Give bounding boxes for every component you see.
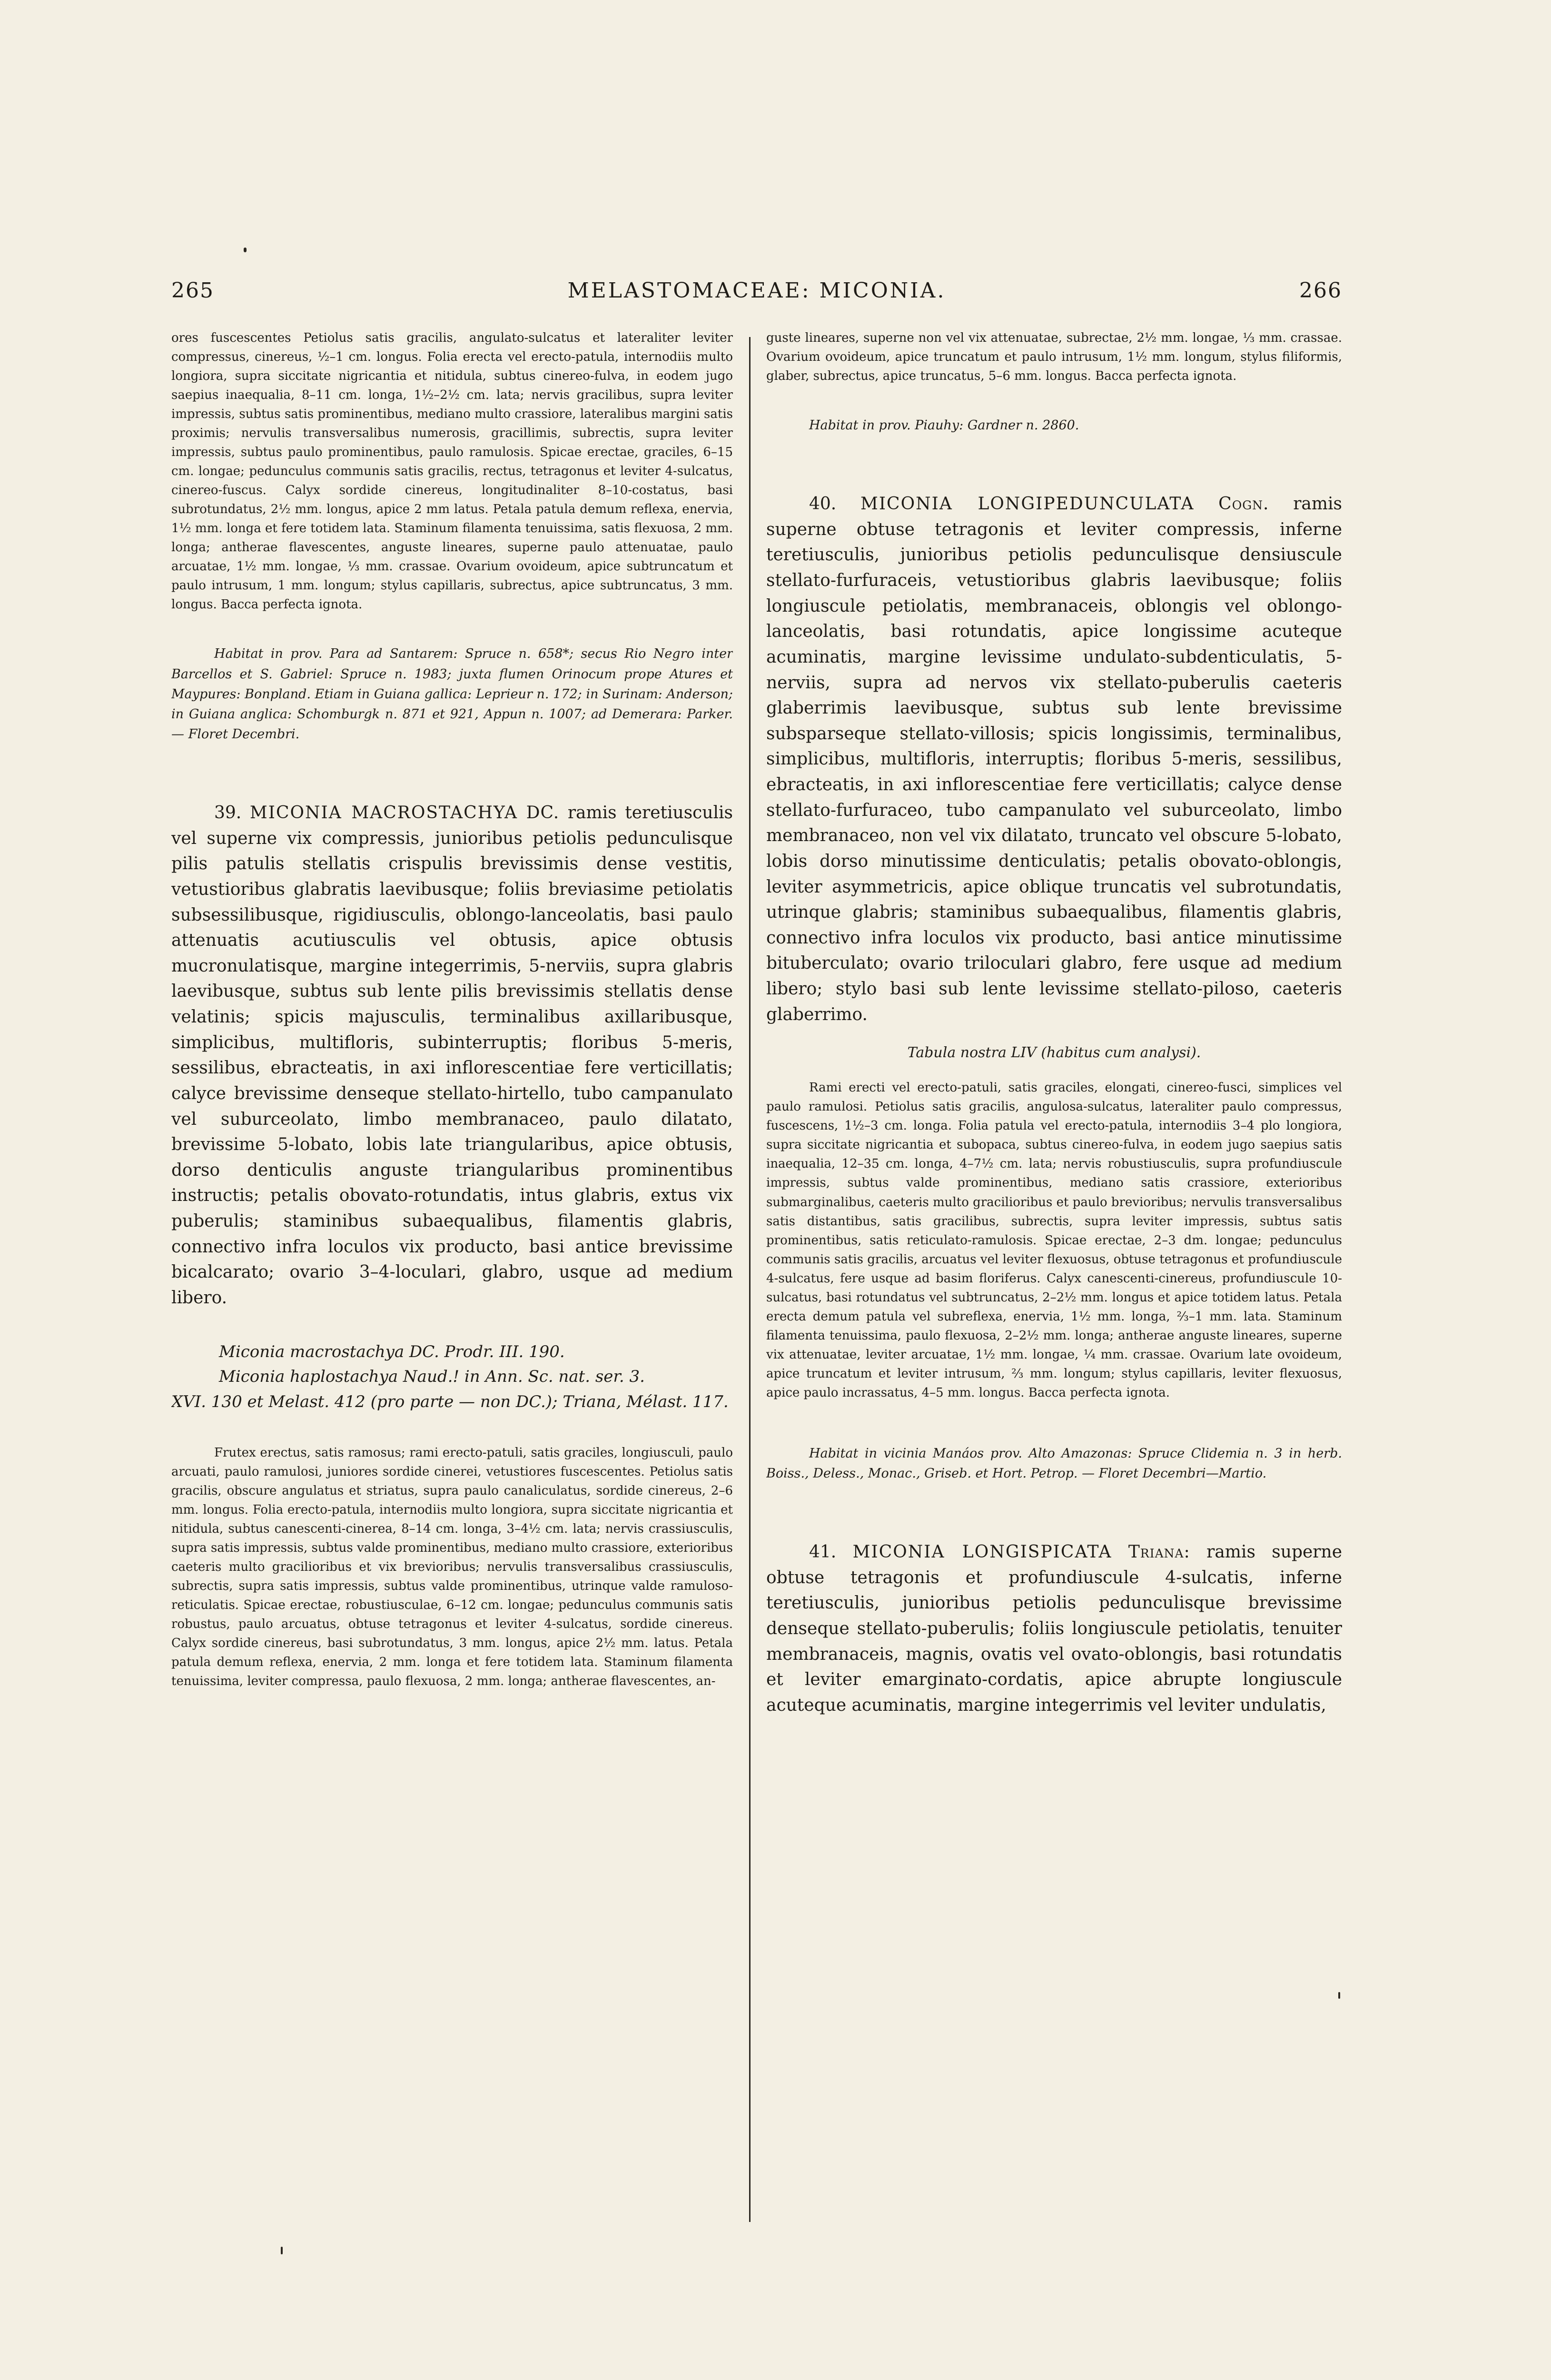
species-41-diagnosis — [766, 1539, 1342, 1718]
synonym-line: Miconia haplostachya Naud.! in Ann. Sc. nat. ser. 3. — [219, 1367, 645, 1387]
species-number: 39. — [214, 803, 242, 823]
diagnosis-text: ramis superne obtuse tetragonis et profundiuscule 4-sulcatis, inferne teretiusculis, junioribus petiolis pedunculisque brevissime denseque stellato-puberulis; foliis longiuscule petiolatis, tenuiter membranaceis, magnis, ovatis vel ovato-oblongis, basi rotundatis et leviter emarginato-cordatis, apice abrupte longiuscule acuteque acuminatis, margine integerrimis vel leviter undulatis, — [766, 1542, 1342, 1715]
species-name: MICONIA MACROSTACHYA — [249, 803, 518, 823]
species-40-description: Rami erecti vel erecto-patuli, satis graciles, elongati, cinereo-fusci, simplices vel paulo ramulosi. Petiolus satis gracilis, angulosa-sulcatus, lateraliter paulo compressus, fuscescens, 1½–3 cm. longa. Folia patula vel erecto-patula, internodiis 3–4 plo longiora, supra siccitate nigricantia et subopaca, subtus cinereo-fulva, in eodem jugo saepius satis inaequalia, 12–35 cm. longa, 4–7½ cm. lata; nervis robustiusculis, supra profundiuscule impressis, subtus valde prominentibus, mediano satis crassiore, exterioribus submarginalibus, caeteris multo gracilioribus et paulo brevioribus; nervulis transversalibus satis distantibus, satis gracilibus, subrectis, supra leviter impressis, subtus satis prominentibus, satis reticulato-ramulosis. Spicae erectae, 2–3 dm. longae; pedunculus communis satis gracilis, arcuatus vel leviter flexuosus, obtuse tetragonus et profundiuscule 4-sulcatus, fere usque ad basim floriferus. Calyx canescenti-cinereus, profundiuscule 10-sulcatus, basi rotundatus vel subtruncatus, 2–2½ mm. longus et apice totidem latus. Petala erecta demum patula vel subreflexa, enervia, 1½ mm. longa, ⅔–1 mm. lata. Staminum filamenta tenuissima, paulo flexuosa, 2–2½ mm. longa; antherae anguste lineares, superne vix attenuatae, leviter arcuatae, 1½ mm. longae, ¼ mm. crassae. Ovarium late ovoideum, apice truncatum et leviter intrusum, ⅔ mm. longum; stylus capillaris, leviter flexuosus, apice paulo incrassatus, 4–5 mm. longus. Bacca perfecta ignota. — [766, 1081, 1342, 1400]
synonymy — [171, 1339, 733, 1415]
synonym-line: XVI. 130 et Melast. 412 (pro parte — non DC.); Triana, Mélast. 117. — [171, 1392, 729, 1411]
species-author: Cogn. — [1218, 494, 1269, 514]
species-number: 40. — [809, 494, 837, 514]
left-column — [171, 328, 733, 2185]
synonym-line: Miconia macrostachya DC. Prodr. III. 190. — [219, 1342, 565, 1361]
page-header — [171, 278, 1342, 317]
habitat-paragraph: Habitat in prov. Para ad Santarem: Spruce n. 658*; secus Rio Negro inter Barcellos et S. Gabriel: Spruce n. 1983; juxta flumen Orinocum prope Atures et Maypures: Bonpland. Etiam in Guiana gallica: Leprieur n. 172; in Surinam: Anderson; in Guiana anglica: Schomburgk n. 871 et 921, Appun n. 1007; ad Demerara: Parker. — Floret Decembri. — [171, 646, 733, 742]
column-divider — [749, 337, 751, 2222]
scan-speck — [1338, 1992, 1340, 1999]
species-author: Triana: — [1128, 1542, 1190, 1562]
scan-speck — [281, 2247, 283, 2254]
running-title: MELASTOMACEAE: MICONIA. — [567, 278, 946, 303]
species-39-diagnosis — [171, 800, 733, 1311]
continued-description: ores fuscescentes Petiolus satis gracilis, angulato-sulcatus et lateraliter leviter compressus, cinereus, ½–1 cm. longus. Folia erecta vel erecto-patula, internodiis multo longiora, supra siccitate nigricantia et nitidula, subtus cinereo-fulva, in eodem jugo saepius inaequalia, 8–11 cm. longa, 1½–2½ cm. lata; nervis gracilibus, supra leviter impressis, subtus satis prominentibus, mediano multo crassiore, lateralibus margini satis proximis; nervulis transversalibus numerosis, gracillimis, subrectis, supra leviter impressis, subtus paulo prominentibus, paulo ramulosis. Spicae erectae, graciles, 6–15 cm. longae; pedunculus communis satis gracilis, rectus, tetragonus et leviter 4-sulcatus, cinereo-fuscus. Calyx sordide cinereus, longitudinaliter 8–10-costatus, basi subrotundatus, 2½ mm. longus, apice 2 mm latus. Petala patula demum reflexa, enervia, 1½ mm. longa et fere totidem lata. Staminum filamenta tenuissima, satis flexuosa, 2 mm. longa; antherae flavescentes, anguste lineares, superne paulo attenuatae, paulo arcuatae, 1½ mm. longae, ⅓ mm. crassae. Ovarium ovoideum, apice subtruncatum et paulo intrusum, 1 mm. longum; stylus capillaris, subrectus, apice subtruncatus, 3 mm. longus. Bacca perfecta ignota. — [171, 331, 733, 612]
habitat-paragraph: Habitat in prov. Piauhy: Gardner n. 2860. — [809, 418, 1079, 433]
page-number-left: 265 — [171, 278, 214, 303]
plate-reference: Tabula nostra LIV (habitus cum analysi). — [907, 1044, 1201, 1061]
scan-speck — [244, 248, 247, 252]
diagnosis-text: ramis teretiusculis vel superne vix compressis, junioribus petiolis pedunculisque pilis patulis stellatis crispulis brevissimis dense vestitis, vetustioribus glabratis laevibusque; foliis breviasime petiolatis subsessilibusque, rigidiusculis, oblongo-lanceolatis, basi paulo attenuatis acutiusculis vel obtusis, apice obtusis mucronulatisque, margine integerrimis, 5-nerviis, supra glabris laevibusque, subtus sub lente pilis brevissimis stellatis dense velatinis; spicis majusculis, terminalibus axillaribusque, simplicibus, multifloris, subinterruptis; floribus 5-meris, sessilibus, ebracteatis, in axi inflorescentiae fere verticillatis; calyce brevissime denseque stellato-hirtello, tubo campanulato vel suburceolato, limbo membranaceo, paulo dilatato, brevissime 5-lobato, lobis late triangularibus, apice obtusis, dorso denticulis anguste triangularibus prominentibus instructis; petalis obovato-rotundatis, intus glabris, extus vix puberulis; staminibus subaequalibus, filamentis glabris, connectivo infra loculos vix producto, basi antice brevissime bicalcarato; ovario 3–4-loculari, glabro, usque ad medium libero. — [171, 803, 733, 1308]
habitat-paragraph: Habitat in vicinia Manáos prov. Alto Amazonas: Spruce Clidemia n. 3 in herb. Boiss., Deless., Monac., Griseb. et Hort. Petrop. — Floret Decembri—Martio. — [766, 1446, 1342, 1481]
species-name: MICONIA LONGISPICATA — [852, 1542, 1112, 1562]
species-author: DC. — [526, 803, 560, 823]
right-column — [766, 328, 1342, 2185]
species-39-description: Frutex erectus, satis ramosus; rami erecto-patuli, satis graciles, longiusculi, paulo arcuati, paulo ramulosi, juniores sordide cinerei, vetustiores fuscescentes. Petiolus satis gracilis, obscure angulatus et striatus, supra paulo canaliculatus, sordide cinereus, 2–6 mm. longus. Folia erecto-patula, internodiis multo longiora, supra siccitate nigricantia et nitidula, subtus canescenti-cinerea, 8–14 cm. longa, 3–4½ cm. lata; nervis crassiusculis, supra satis impressis, subtus valde prominentibus, mediano multo crassiore, exterioribus caeteris multo gracilioribus et vix brevioribus; nervulis transversalibus crassiusculis, subrectis, supra satis impressis, subtus valde prominentibus, utrinque valde ramuloso-reticulatis. Spicae erectae, robustiusculae, 6–12 cm. longae; pedunculus communis satis robustus, paulo arcuatus, obtuse tetragonus et leviter 4-sulcatus, sordide cinereus. Calyx sordide cinereus, basi subrotundatus, 3 mm. longus, apice 2½ mm. latus. Petala patula demum reflexa, enervia, 2 mm. longa et fere totidem lata. Staminum filamenta tenuissima, leviter compressa, paulo flexuosa, 2 mm. longa; antherae flavescentes, an- — [171, 1445, 733, 1688]
species-name: MICONIA LONGIPEDUNCULATA — [860, 494, 1195, 514]
species-40-diagnosis — [766, 491, 1342, 1027]
diagnosis-text: ramis superne obtuse tetragonis et leviter compressis, inferne teretiusculis, junioribus petiolis pedunculisque densiuscule stellato-furfuraceis, vetustioribus glabris laevibusque; foliis longiuscule petiolatis, membranaceis, oblongis vel oblongo-lanceolatis, basi rotundatis, apice longissime acuteque acuminatis, margine levissime undulato-subdenticulatis, 5-nerviis, supra ad nervos vix stellato-puberulis caeteris glaberrimis laevibusque, subtus sub lente brevissime subsparseque stellato-villosis; spicis longissimis, terminalibus, simplicibus, multifloris, interruptis; floribus 5-meris, sessilibus, ebracteatis, in axi inflorescentiae fere verticillatis; calyce dense stellato-furfuraceo, tubo campanulato vel suburceolato, limbo membranaceo, non vel vix dilatato, truncato vel obscure 5-lobato, lobis dorso minutissime denticulatis; petalis obovato-oblongis, leviter asymmetricis, apice oblique truncatis vel subrotundatis, utrinque glabris; staminibus subaequalibus, filamentis glabris, connectivo infra loculos vix producto, basi antice minutissime bituberculato; ovario triloculari glabro, fere usque ad medium libero; stylo basi sub lente levissime stellato-piloso, caeteris glaberrimo. — [766, 494, 1342, 1024]
continued-description: guste lineares, superne non vel vix attenuatae, subrectae, 2½ mm. longae, ⅓ mm. crassae. Ovarium ovoideum, apice truncatum et paulo intrusum, 1½ mm. longum, stylus filiformis, glaber, subrectus, apice truncatus, 5–6 mm. longus. Bacca perfecta ignota. — [766, 331, 1342, 384]
species-number: 41. — [809, 1542, 837, 1562]
page-number-right: 266 — [1299, 278, 1342, 303]
